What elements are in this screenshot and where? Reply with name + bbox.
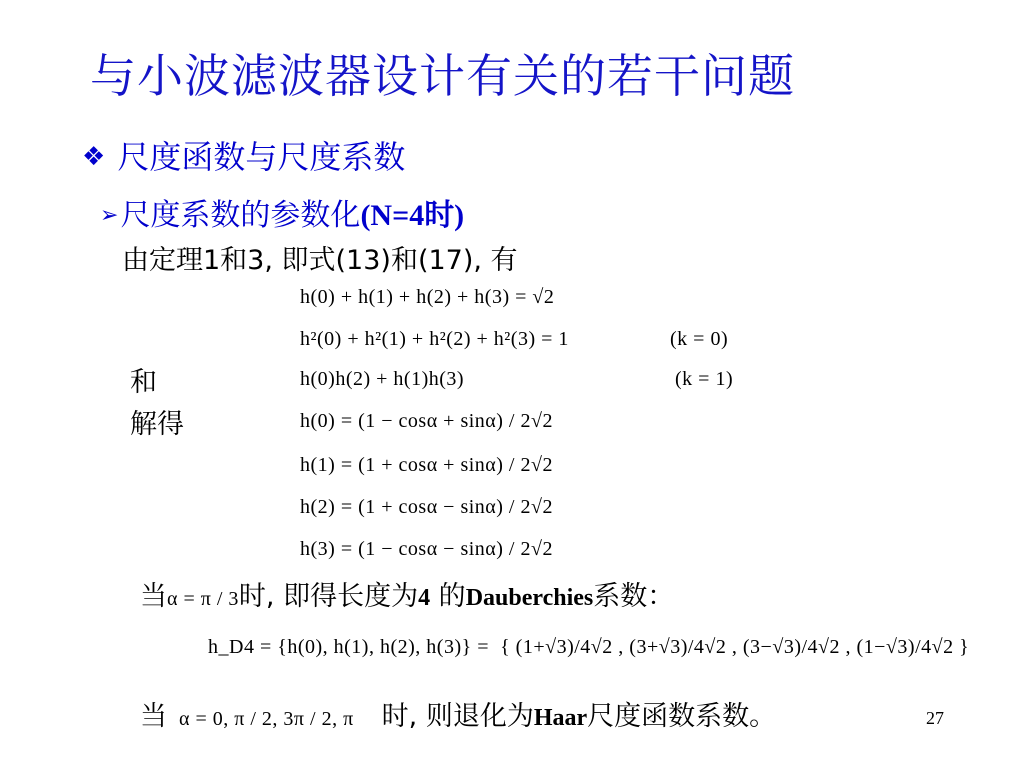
- haar-name: Haar: [533, 705, 588, 731]
- hd4-values: { (1+√3)/4√2 , (3+√3)/4√2 , (3−√3)/4√2 , (1−√3)/4√2 }: [500, 636, 970, 658]
- haar-text-a: 时, 则退化为: [381, 701, 534, 732]
- hd4-equation: [208, 636, 969, 659]
- diamond-bullet-icon: ❖: [82, 142, 106, 172]
- solution-h3: h(3) = (1 − cosα − sinα) / 2√2: [300, 538, 553, 560]
- subsection-label: 尺度系数的参数化: [120, 198, 361, 233]
- hd4-lhs: h_D4 = {h(0), h(1), h(2), h(3)} =: [208, 636, 489, 658]
- solution-h2: h(2) = (1 + cosα − sinα) / 2√2: [300, 496, 553, 518]
- page-number: 27: [926, 708, 944, 728]
- haar-prefix: 当: [140, 701, 167, 732]
- subsection-param: (N=4时): [360, 199, 465, 232]
- haar-line: [140, 694, 776, 733]
- slide-title: 与小波滤波器设计有关的若干问题: [90, 49, 795, 103]
- haar-condition: α = 0, π / 2, 3π / 2, π: [179, 708, 354, 730]
- section-label: 尺度函数与尺度系数: [117, 138, 406, 176]
- dauberchies-name: Dauberchies: [465, 585, 594, 611]
- when-text-a: 时, 即得长度为: [238, 581, 419, 612]
- length-number: 4: [418, 585, 431, 611]
- haar-text-b: 尺度函数系数。: [587, 701, 777, 732]
- label-and: 和: [130, 367, 157, 398]
- section-heading: [82, 132, 405, 178]
- label-solve: 解得: [130, 409, 184, 440]
- subsection-heading: [100, 190, 464, 234]
- equation-squares-condition: (k = 0): [670, 328, 729, 350]
- alpha-condition: α = π / 3: [167, 588, 239, 610]
- equation-shift: h(0)h(2) + h(1)h(3): [300, 368, 465, 390]
- solution-h1: h(1) = (1 + cosα + sinα) / 2√2: [300, 454, 553, 476]
- equation-squares: h²(0) + h²(1) + h²(2) + h²(3) = 1: [300, 328, 569, 350]
- solution-h0: h(0) = (1 − cosα + sinα) / 2√2: [300, 410, 553, 432]
- equation-sum: h(0) + h(1) + h(2) + h(3) = √2: [300, 286, 555, 308]
- equation-shift-condition: (k = 1): [675, 368, 734, 390]
- when-prefix: 当: [140, 581, 167, 612]
- intro-text: 由定理1和3, 即式(13)和(17), 有: [122, 245, 518, 276]
- when-text-b: 的: [430, 581, 466, 612]
- when-text-c: 系数：: [593, 581, 675, 612]
- arrow-bullet-icon: ➢: [100, 203, 119, 228]
- dauberchies-line: [140, 574, 674, 613]
